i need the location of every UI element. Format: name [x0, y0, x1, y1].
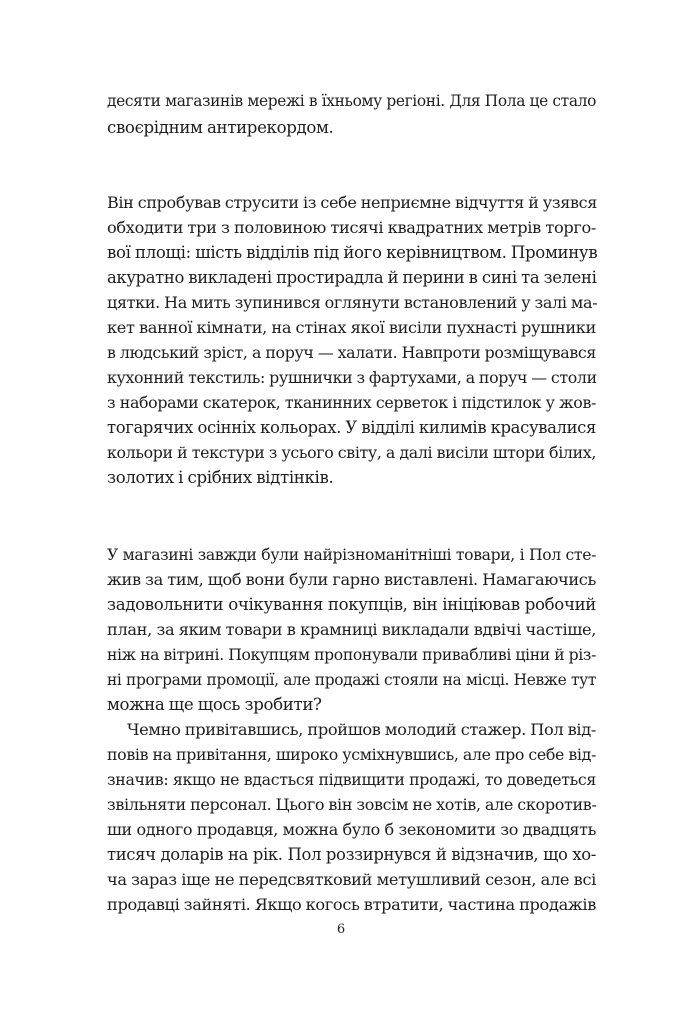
text-line: можна ще щось зробити? — [107, 695, 322, 714]
text-line: жив за тим, щоб вони були гарно виставлені. Намагаючись — [107, 570, 596, 589]
text-line: ні програми промоції, але продажі стояли на місці. Невже тут — [107, 671, 596, 689]
text-line: золотих і срібних відтінків. — [107, 468, 334, 487]
text-line: задовольнити очікування покупців, він ініціював робочий — [107, 595, 596, 614]
text-line: цятки. На мить зупинився оглянути встановлений у залі ма- — [107, 293, 598, 312]
text-line: ши одного продавця, можна було б зекономити зо двадцять — [107, 820, 596, 839]
text-line: кухонний текстиль: рушнички з фартухами, а поруч — столи — [107, 368, 597, 387]
text-line: У магазині завжди були найрізноманітніші товари, і Пол сте- — [107, 546, 596, 564]
text-line: з наборами скатерок, тканинних серветок і підстилок у жов- — [107, 393, 596, 412]
text-line: ніж на вітрині. Покупцям пропонували привабливі ціни й різ- — [107, 646, 596, 664]
text-line: вої площі: шість відділів під його керівництвом. Проминув — [107, 243, 598, 262]
text-line: повів на привітання, широко усміхнувшись, але про себе від- — [107, 745, 596, 764]
text-line: кет ванної кімнати, на стінах якої висіли пухнасті рушники — [107, 318, 596, 337]
text-line: ча зараз іще не передсвятковий метушливий сезон, але всі — [107, 870, 596, 889]
text-line: десяти магазинів мережі в їхньому регіоні. Для Пола це стало — [107, 92, 596, 110]
text-line: продавці зайняті. Якщо когось втратити, частина продажів — [107, 895, 597, 914]
text-line: Він спробував струсити із себе неприємне відчуття й узявся — [107, 193, 597, 212]
text-line: тогарячих осінніх кольорах. У відділі килимів красувалися — [107, 418, 596, 437]
text-line: Чемно привітавшись, пройшов молодий стажер. Пол від- — [127, 720, 596, 739]
text-line: кольори й текстури з усього світу, а далі висіли штори білих, — [107, 443, 596, 462]
text-line: значив: якщо не вдасться підвищити продажі, то доведеться — [107, 770, 596, 789]
text-line: тисяч доларів на рік. Пол роззирнувся й відзначив, що хо- — [107, 845, 596, 864]
text-line: своєрідним антирекордом. — [107, 118, 334, 137]
text-line: обходити три з половиною тисячі квадратних метрів торго- — [107, 218, 596, 237]
text-line: план, за яким товари в крамниці викладали вдвічі частіше, — [107, 620, 596, 639]
text-line: в людський зріст, а поруч — халати. Навпроти розміщувався — [107, 343, 596, 362]
text-line: акуратно викладені простирадла й перини в сині та зелені — [107, 268, 597, 287]
page-number: 6 — [336, 922, 346, 937]
text-line: звільняти персонал. Цього він зовсім не хотів, але скоротив- — [107, 795, 597, 814]
